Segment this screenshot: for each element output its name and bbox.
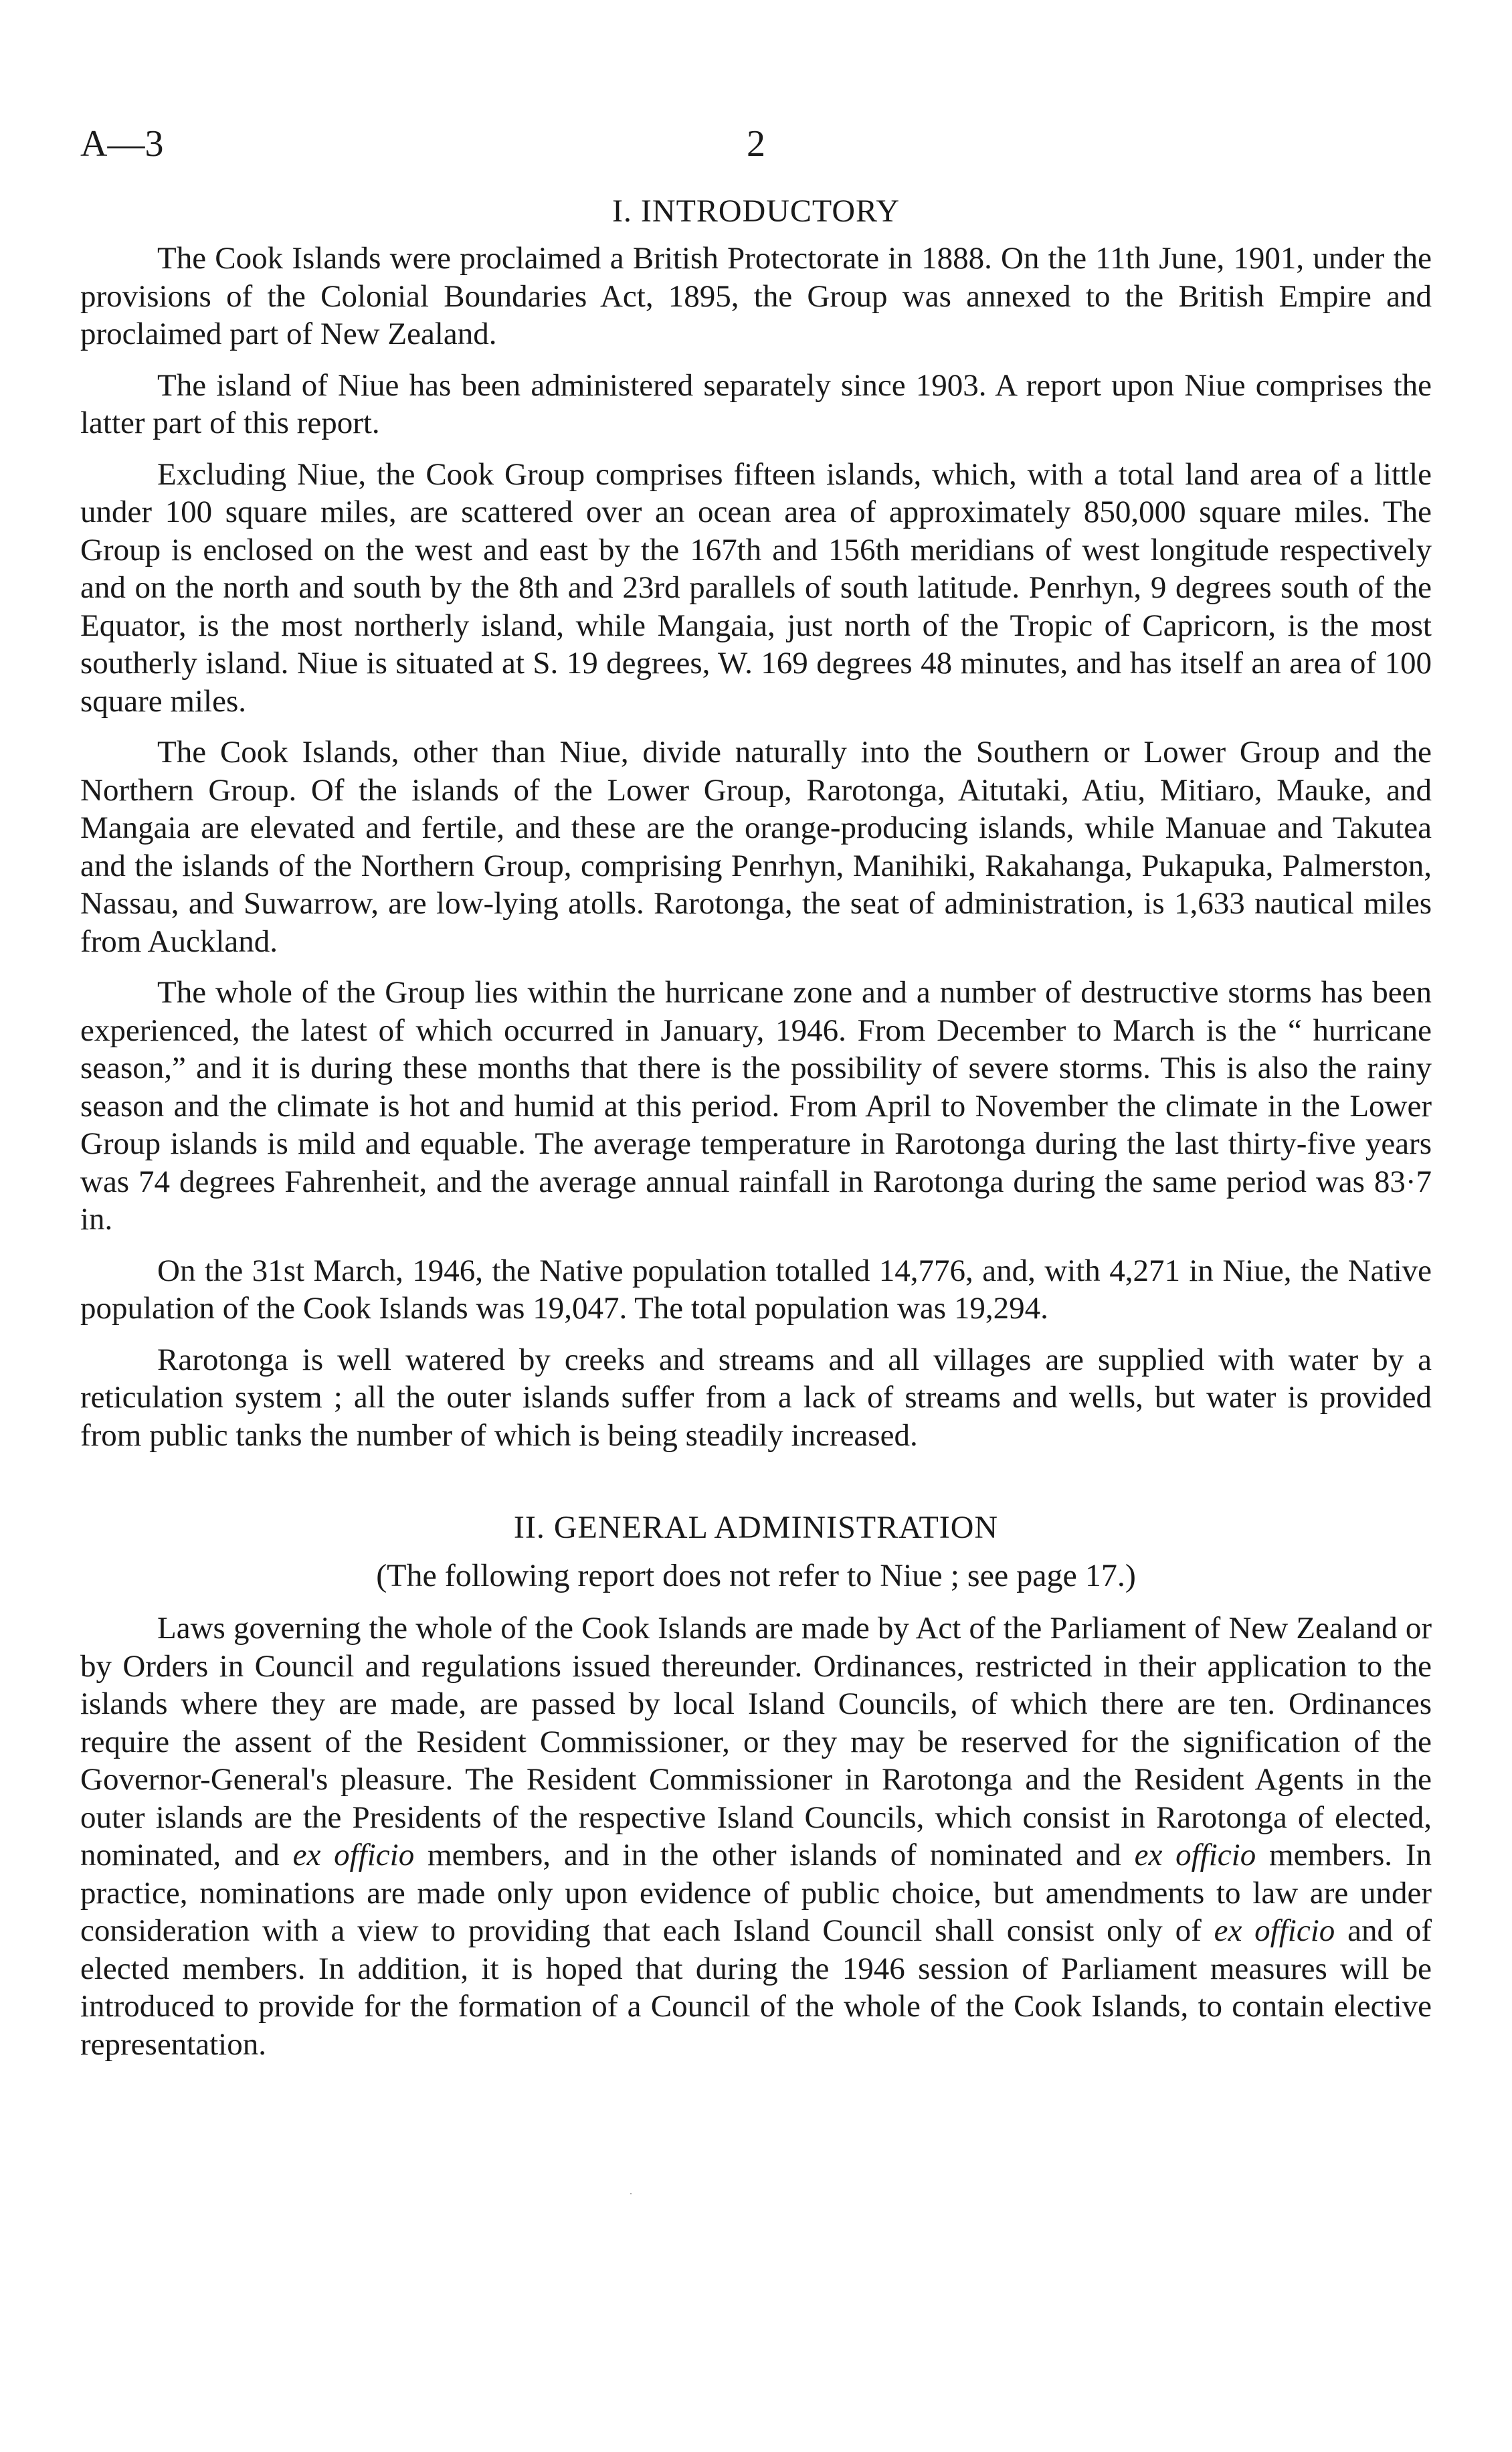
text-run: members, and in the other islands of nominated and: [414, 1838, 1135, 1872]
paragraph: The whole of the Group lies within the hurricane zone and a number of destructive storms has been experienced, the latest of which occurred in January, 1946. From December to March is the “ hurricane season,” and it is during these months that there is the possibility of severe storms. This is also the rainy season and the climate is hot and humid at this period. From April to November the climate in the Lower Group islands is mild and equable. The average temperature in Rarotonga during the last thirty-five years was 74 degrees Fahrenheit, and the average annual rainfall in Rarotonga during the same period was 83·7 in.: [80, 975, 1432, 1237]
page-number: 2: [747, 123, 765, 165]
text-run: Laws governing the whole of the Cook Islands are made by Act of the Parliament of New Zealand or by Orders in Council and regulations issued thereunder. Ordinances, restricted in their application to the islands where they are made, are passed by local Island Councils, of which there are ten. Ordinances require the assent of the Resident Commissioner, or they may be reserved for the signification of the Governor-General's pleasure. The Resident Commissioner in Rarotonga and the Resident Agents in the outer islands are the Presidents of the respective Island Councils, which consist in Rarotonga of elected, nominated, and: [80, 1611, 1432, 1872]
paragraph: On the 31st March, 1946, the Native population totalled 14,776, and, with 4,271 in Niue, the Native population of the Cook Islands was 19,047. The total population was 19,294.: [80, 1253, 1432, 1326]
section-heading-introductory: I. INTRODUCTORY: [611, 193, 901, 229]
paragraph: Rarotonga is well watered by creeks and streams and all villages are supplied with water by a reticulation system ; all the outer islands suffer from a lack of streams and wells, but water is provided from public tanks the number of which is being steadily increased.: [80, 1342, 1432, 1453]
text-run: and of elected members. In addition, it is hoped that during the 1946 session of Parliament measures will be introduced to provide for the formation of a Council of the whole of the Cook Islands, to contain elective representation.: [80, 1913, 1432, 2062]
section-note: (The following report does not refer to Niue ; see page 17.): [376, 1558, 1136, 1593]
paragraph: The island of Niue has been administered separately since 1903. A report upon Niue comprises the latter part of this report.: [80, 367, 1432, 440]
page-header: [80, 120, 1432, 167]
italic-term: ex officio: [1214, 1913, 1335, 1948]
italic-term: ex officio: [292, 1838, 415, 1872]
text-run: members. In practice, nominations are made only upon evidence of public choice, but amendments to law are under consideration with a view to providing that each Island Council shall consist only of: [80, 1838, 1432, 1948]
section-heading-general-administration: II. GENERAL ADMINISTRATION: [513, 1510, 999, 1545]
document-reference: A—3: [80, 123, 164, 165]
scan-speck: ·: [629, 2187, 633, 2200]
paragraph: Excluding Niue, the Cook Group comprises fifteen islands, which, with a total land area of a little under 100 square miles, are scattered over an ocean area of approximately 850,000 square miles. The Group is enclosed on the west and east by the 167th and 156th meridians of west longitude respectively and on the north and south by the 8th and 23rd parallels of south latitude. Penrhyn, 9 degrees south of the Equator, is the most northerly island, while Mangaia, just north of the Tropic of Capricorn, is the most southerly island. Niue is situated at S. 19 degrees, W. 169 degrees 48 minutes, and has itself an area of 100 square miles.: [80, 456, 1432, 719]
italic-term: ex officio: [1134, 1838, 1256, 1872]
paragraph: The Cook Islands, other than Niue, divide naturally into the Southern or Lower Group and the Northern Group. Of the islands of the Lower Group, Rarotonga, Aitutaki, Atiu, Mitiaro, Mauke, and Mangaia are elevated and fertile, and these are the orange-producing islands, while Manuae and Takutea and the islands of the Northern Group, comprising Penrhyn, Manihiki, Rakahanga, Pukapuka, Palmerston, Nassau, and Suwarrow, are low-lying atolls. Rarotonga, the seat of administration, is 1,633 nautical miles from Auckland.: [80, 735, 1432, 959]
paragraph: [80, 1609, 1432, 2063]
paragraph: The Cook Islands were proclaimed a British Protectorate in 1888. On the 11th June, 1901, under the provisions of the Colonial Boundaries Act, 1895, the Group was annexed to the British Empire and proclaimed part of New Zealand.: [80, 241, 1432, 351]
document-page: [80, 120, 1432, 2077]
